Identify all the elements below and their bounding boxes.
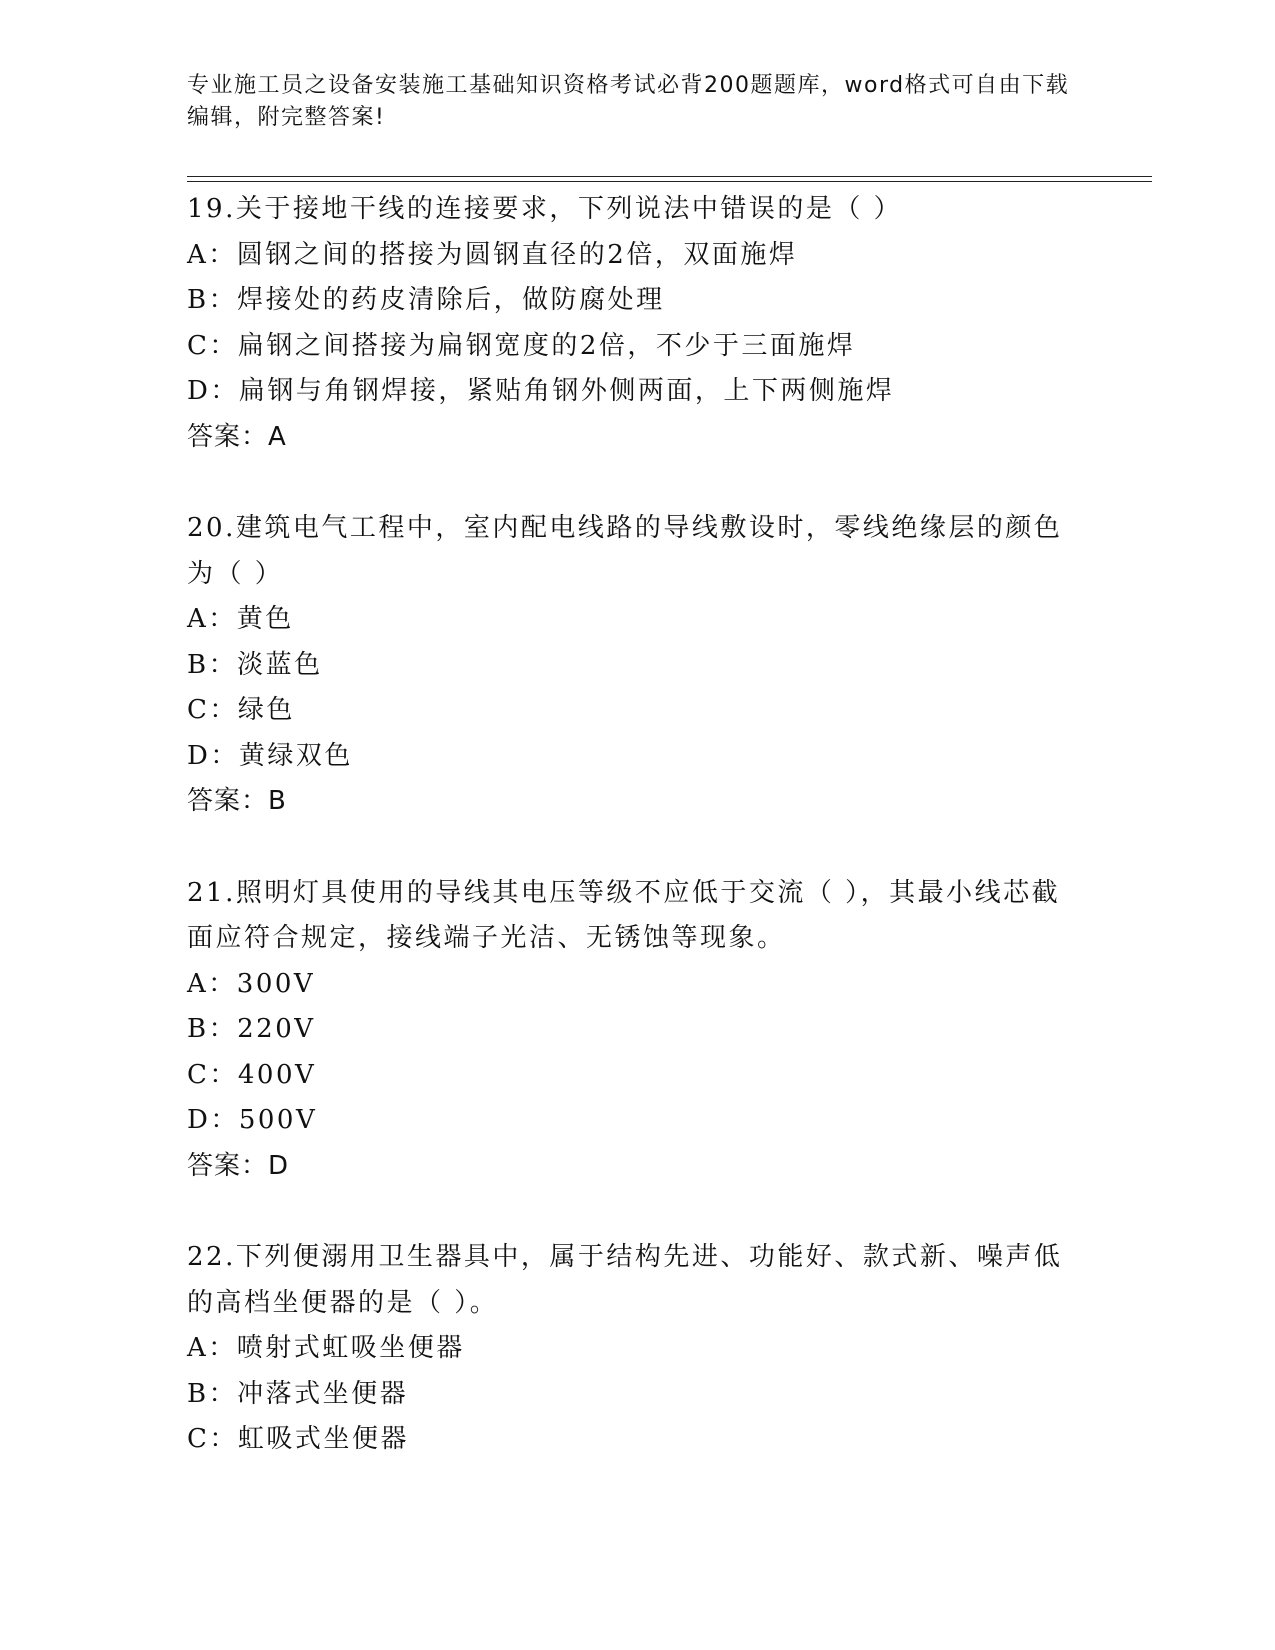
- question-20: [187, 506, 1087, 825]
- option-a: A：喷射式虹吸坐便器: [187, 1333, 465, 1363]
- option-d: D：500V: [187, 1105, 318, 1135]
- document-header: 专业施工员之设备安装施工基础知识资格考试必背200题题库，word格式可自由下载编辑，附完整答案!: [187, 73, 1070, 130]
- option-c: C：虹吸式坐便器: [187, 1424, 409, 1454]
- question-19: [187, 187, 1087, 460]
- question-stem: 22.下列便溺用卫生器具中，属于结构先进、功能好、款式新、噪声低的高档坐便器的是（ ）。: [187, 1242, 1063, 1318]
- option-c: C：绿色: [187, 695, 295, 725]
- question-stem: 19.关于接地干线的连接要求，下列说法中错误的是（ ）: [187, 194, 903, 224]
- option-c: C：扁钢之间搭接为扁钢宽度的2倍，不少于三面施焊: [187, 330, 856, 361]
- option-c: C：400V: [187, 1059, 317, 1090]
- option-d: D：扁钢与角钢焊接，紧贴角钢外侧两面，上下两侧施焊: [187, 376, 895, 406]
- option-b: B：焊接处的药皮清除后，做防腐处理: [187, 285, 665, 315]
- answer: 答案：B: [187, 786, 287, 816]
- question-stem: 20.建筑电气工程中，室内配电线路的导线敷设时，零线绝缘层的颜色为（ ）: [187, 513, 1063, 589]
- question-21: [187, 871, 1087, 1190]
- option-b: B：冲落式坐便器: [187, 1378, 409, 1409]
- question-22: [187, 1235, 1087, 1463]
- answer: 答案：A: [187, 421, 287, 452]
- question-list: [187, 187, 1087, 1509]
- question-stem: 21.照明灯具使用的导线其电压等级不应低于交流（ ），其最小线芯截面应符合规定，接线端子光洁、无锈蚀等现象。: [187, 877, 1061, 953]
- option-a: A：300V: [187, 968, 316, 999]
- option-a: A：圆钢之间的搭接为圆钢直径的2倍，双面施焊: [187, 239, 798, 270]
- option-b: B：淡蓝色: [187, 649, 323, 680]
- header-divider-top: [187, 176, 1152, 177]
- answer: 答案：D: [187, 1150, 290, 1181]
- header-divider-bottom: [187, 181, 1152, 182]
- option-a: A：黄色: [187, 604, 294, 634]
- option-b: B：220V: [187, 1014, 316, 1044]
- option-d: D：黄绿双色: [187, 740, 353, 771]
